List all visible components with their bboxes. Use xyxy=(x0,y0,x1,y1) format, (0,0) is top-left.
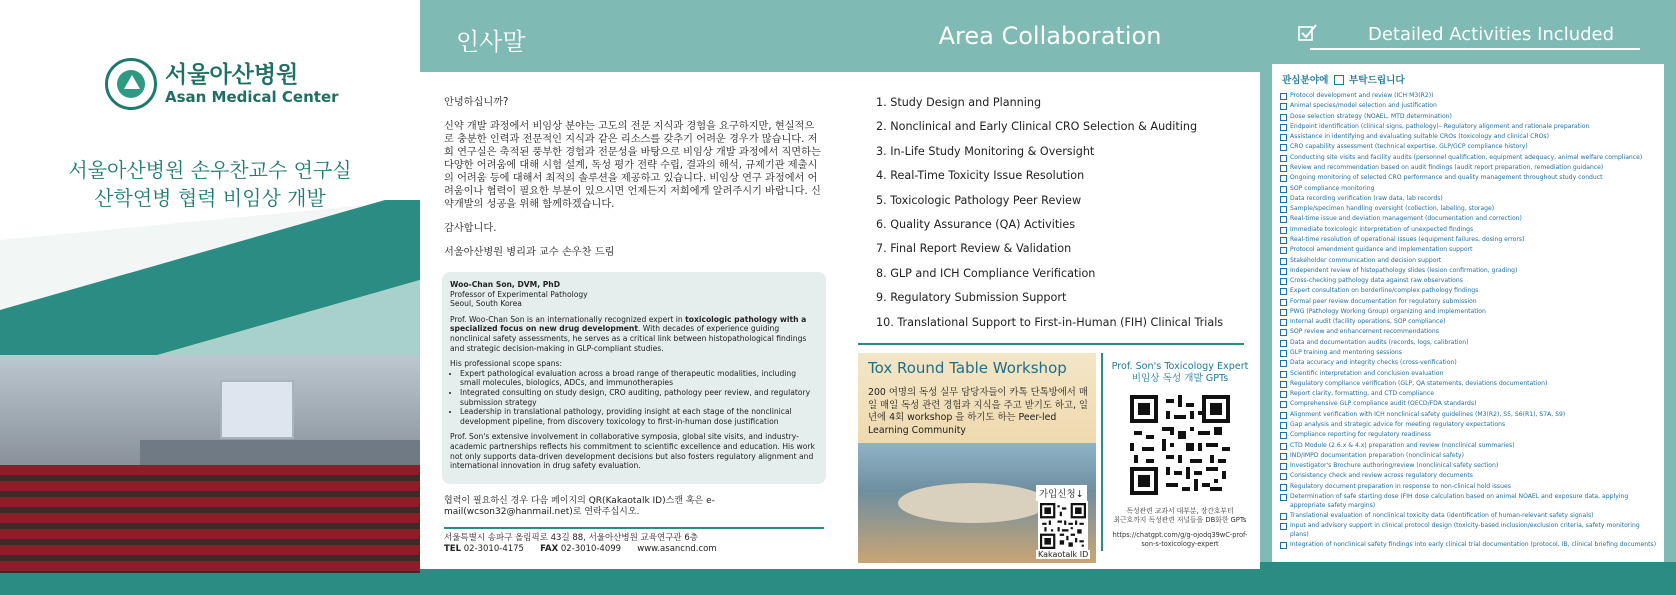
checkbox-icon[interactable] xyxy=(1280,124,1287,131)
website-link[interactable]: www.asancnd.com xyxy=(637,544,717,554)
collaboration-item: 2. Nonclinical and Early Clinical CRO Selection & Auditing xyxy=(876,120,1198,134)
activity-item[interactable] xyxy=(1278,113,1658,122)
activity-item[interactable] xyxy=(1278,380,1658,389)
activity-label: Real-time issue and deviation management (documentation and correction) xyxy=(1290,215,1522,223)
activity-item[interactable] xyxy=(1278,226,1658,235)
checkbox-icon[interactable] xyxy=(1280,278,1287,285)
activity-item[interactable] xyxy=(1278,277,1658,286)
checkbox-icon[interactable] xyxy=(1280,432,1287,439)
scope-item: • Expert pathological evaluation across a broad range of therapeutic modalities, including small molecules, biologics, ADCs, and immunotherapies xyxy=(460,369,818,388)
collaboration-header-title: Area Collaboration xyxy=(938,22,1162,50)
gpt-note-line1: 독성관련 교과서 대부분, 장간호부터 xyxy=(1126,507,1234,515)
activity-list xyxy=(1278,92,1658,550)
activity-item[interactable] xyxy=(1278,328,1658,337)
checkbox-icon[interactable] xyxy=(1280,340,1287,347)
activity-item[interactable] xyxy=(1278,298,1658,307)
collaboration-item: 6. Quality Assurance (QA) Activities xyxy=(876,217,1076,231)
checkbox-icon[interactable] xyxy=(1280,258,1287,265)
kakao-id-label: Kakaotalk ID xyxy=(1038,550,1089,559)
activity-item[interactable] xyxy=(1278,541,1658,550)
activity-label: Internal audit (facility operations, SOP compliance) xyxy=(1290,318,1446,326)
bottom-band xyxy=(840,569,1260,595)
profile-position: Professor of Experimental Pathology xyxy=(450,289,588,299)
activity-item[interactable] xyxy=(1278,154,1658,163)
logo-english: Asan Medical Center xyxy=(165,88,339,106)
gpt-url-link[interactable]: https://chatgpt.com/g/g-ojodq39wC-prof-son-s-toxicology-expert xyxy=(1112,531,1248,548)
activity-label: Assistance in identifying and evaluating suitable CROs (toxicology and clinical CROs) xyxy=(1290,133,1549,141)
checkbox-icon[interactable] xyxy=(1280,175,1287,182)
checkbox-check-icon xyxy=(1298,24,1318,42)
checkbox-icon[interactable] xyxy=(1280,329,1287,336)
activity-item[interactable] xyxy=(1278,359,1658,368)
activity-label: Data and documentation audits (records, logs, calibration) xyxy=(1290,338,1469,346)
activity-label: Regulatory document preparation in response to non-clinical hold issues xyxy=(1290,482,1511,490)
activity-label: Comprehensive GLP compliance audit (OECD/FDA standards) xyxy=(1290,400,1477,408)
greeting-salutation: 안녕하십니까? xyxy=(444,97,509,108)
activity-label: Endpoint identification (clinical signs, pathology)– Regulatory alignment and rationale preparation xyxy=(1290,122,1590,130)
activity-item[interactable] xyxy=(1278,267,1658,276)
workshop-box xyxy=(858,353,1096,563)
activity-label: Cross-checking pathology data against raw observations xyxy=(1290,277,1463,285)
checkbox-icon[interactable] xyxy=(1280,155,1287,162)
activity-item[interactable] xyxy=(1278,442,1658,451)
checkbox-icon[interactable] xyxy=(1280,206,1287,213)
activity-label: Compliance reporting for regulatory readiness xyxy=(1290,431,1431,439)
collaboration-item: 3. In-Life Study Monitoring & Oversight xyxy=(876,144,1095,158)
activities-header-title: Detailed Activities Included xyxy=(1368,24,1615,45)
greeting-header-title: 인사말 xyxy=(456,28,526,56)
gpt-title-line2: 비임상 독성 개발 GPTs xyxy=(1131,373,1229,384)
checkbox-icon[interactable] xyxy=(1280,350,1287,357)
meeting-table xyxy=(898,483,1048,523)
checkbox-icon[interactable] xyxy=(1280,542,1287,549)
hospital-logo xyxy=(105,58,339,110)
activity-label: Regulatory compliance verification (GLP, QA statements, deviations documentation) xyxy=(1290,379,1548,387)
cover-title-line2: 산학연병 협력 비임상 개발 xyxy=(94,186,326,210)
checkbox-icon[interactable] xyxy=(1280,453,1287,460)
checkbox-icon[interactable] xyxy=(1280,319,1287,326)
collaboration-header xyxy=(840,0,1260,72)
section-divider xyxy=(858,343,1244,345)
activity-item[interactable] xyxy=(1278,143,1658,152)
checkbox-icon[interactable] xyxy=(1280,103,1287,110)
activity-item[interactable] xyxy=(1278,493,1658,510)
workshop-description: 200 여명의 독성 실무 담당자들이 카톡 단톡방에서 매일 매일 독성 관련 경험과 지식을 주고 받기도 하고, 일년에 4회 workshop 을 하기도 하는 Peer-led Learning Community xyxy=(868,387,1088,436)
asan-emblem-icon xyxy=(105,58,157,110)
header-underline xyxy=(1310,48,1640,50)
profile-intro-bold: toxicologic pathology with a specialized focus on new drug development xyxy=(450,314,807,334)
join-label: 가입신청↓ xyxy=(1036,485,1087,501)
activity-label: Stakeholder communication and decision support xyxy=(1290,256,1442,264)
activity-label: IND/IMPD documentation preparation (nonclinical safety) xyxy=(1290,451,1465,459)
activity-label: CTD Module (2.6.x & 4.x) preparation and review (nonclinical summaries) xyxy=(1290,441,1515,449)
activity-item[interactable] xyxy=(1278,102,1658,111)
activity-label: Expert consultation on borderline/complex pathology findings xyxy=(1290,287,1479,295)
activity-item[interactable] xyxy=(1278,123,1658,132)
scope-item: • Leadership in translational pathology, providing insight at each stage of the nonclinical development pipeline, from discovery toxicology to first-in-human dose justification xyxy=(460,407,818,426)
activity-item[interactable] xyxy=(1278,133,1658,142)
activity-label: Animal species/model selection and justification xyxy=(1290,102,1437,110)
presentation-screen xyxy=(220,380,294,439)
activity-label: Immediate toxicologic interpretation of unexpected findings xyxy=(1290,225,1474,233)
activity-label: Investigator's Brochure authoring/review (nonclinical safety section) xyxy=(1290,462,1499,470)
fax-number: 02-3010-4099 xyxy=(560,544,622,554)
gpt-description xyxy=(1106,507,1254,525)
activity-label: PWG (Pathology Working Group) organizing and implementation xyxy=(1290,307,1486,315)
checkbox-icon[interactable] xyxy=(1280,144,1287,151)
activity-item[interactable] xyxy=(1278,483,1658,492)
activity-label: Conducting site visits and facility audits (personnel qualification, equipment adequacy, animal welfare compliance) xyxy=(1290,153,1643,161)
activity-item[interactable] xyxy=(1278,308,1658,317)
checkbox-icon[interactable] xyxy=(1280,401,1287,408)
collaboration-item: 9. Regulatory Submission Support xyxy=(876,291,1067,305)
collaboration-item: 10. Translational Support to First-in-Human (FIH) Clinical Trials xyxy=(876,315,1224,329)
collaboration-panel xyxy=(840,0,1260,595)
activity-item[interactable] xyxy=(1278,195,1658,204)
checkbox-icon[interactable] xyxy=(1280,165,1287,172)
checkbox-icon[interactable] xyxy=(1280,288,1287,295)
activity-item[interactable] xyxy=(1278,349,1658,358)
checkbox-icon[interactable] xyxy=(1280,513,1287,520)
activity-item[interactable] xyxy=(1278,164,1658,173)
phone-fax-line xyxy=(444,544,824,555)
profile-location: Seoul, South Korea xyxy=(450,299,522,309)
cover-title-line1: 서울아산병원 손우찬교수 연구실 xyxy=(68,158,352,182)
profile-scope-heading: His professional scope spans: xyxy=(450,359,563,369)
box-title-post: 부탁드립니다 xyxy=(1349,75,1405,86)
activity-item[interactable] xyxy=(1278,215,1658,224)
activity-label: Data accuracy and integrity checks (cross-verification) xyxy=(1290,359,1457,367)
collaboration-item: 7. Final Report Review & Validation xyxy=(876,242,1072,256)
checkbox-icon[interactable] xyxy=(1280,360,1287,367)
fax-label: FAX xyxy=(540,544,559,554)
bottom-band xyxy=(420,569,840,595)
activity-item[interactable] xyxy=(1278,257,1658,266)
checkbox-icon[interactable] xyxy=(1280,391,1287,398)
gpt-title-line1: Prof. Son's Toxicology Expert xyxy=(1111,361,1249,372)
activity-label: Review and recommendation based on audit findings (audit report preparation, remediation guidance) xyxy=(1290,163,1604,171)
checkbox-icon[interactable] xyxy=(1280,484,1287,491)
activity-label: CRO capability assessment (technical expertise, GLP/GCP compliance history) xyxy=(1290,143,1528,151)
scope-item: • Integrated consulting on study design, CRO auditing, pathology peer review, and regulatory submission strategy xyxy=(460,388,818,407)
activity-item[interactable] xyxy=(1278,512,1658,521)
cover-panel xyxy=(0,0,420,595)
tel-label: TEL xyxy=(444,544,462,554)
profile-scope-list xyxy=(450,369,818,427)
activity-item[interactable] xyxy=(1278,236,1658,245)
activity-label: Sample/specimen handling oversight (collection, labeling, storage) xyxy=(1290,205,1495,213)
checkbox-icon[interactable] xyxy=(1280,309,1287,316)
activity-label: Gap analysis and strategic advice for meeting regulatory expectations xyxy=(1290,421,1506,428)
activity-item[interactable] xyxy=(1278,452,1658,461)
greeting-text xyxy=(444,96,824,270)
activity-item[interactable] xyxy=(1278,462,1658,471)
checkbox-icon[interactable] xyxy=(1280,186,1287,193)
activity-item[interactable] xyxy=(1278,205,1658,214)
tel-number: 02-3010-4175 xyxy=(463,544,524,554)
activity-label: Protocol development and review (ICH M3(R2)) xyxy=(1290,92,1434,99)
greeting-panel xyxy=(420,0,840,595)
activity-item[interactable] xyxy=(1278,522,1658,539)
activity-item[interactable] xyxy=(1278,287,1658,296)
collaboration-item: 1. Study Design and Planning xyxy=(876,96,1042,109)
checkbox-icon[interactable] xyxy=(1280,268,1287,275)
checkbox-icon[interactable] xyxy=(1280,422,1287,429)
checkbox-icon[interactable] xyxy=(1280,93,1287,100)
checkbox-icon[interactable] xyxy=(1280,196,1287,203)
profile-intro-post: . With decades of experience guiding nonclinical safety assessments, he serves as a critical link between histopathological findings and strategic decision-making in GLP-compliant studies. xyxy=(450,324,807,353)
activity-label: Ongoing monitoring of selected CRO performance and quality management throughout study conduct xyxy=(1290,174,1603,182)
activity-label: Protocol amendment guidance and implementation support xyxy=(1290,246,1473,254)
activity-label: Scientific interpretation and conclusion evaluation xyxy=(1290,369,1444,377)
workshop-title: Tox Round Table Workshop xyxy=(868,359,1067,377)
activity-label: Consistency check and review across regulatory documents xyxy=(1290,472,1473,480)
activity-label: Real-time resolution of operational issues (equipment failures, dosing errors) xyxy=(1290,235,1525,243)
profile-intro-pre: Prof. Woo-Chan Son is an internationally recognized expert in xyxy=(450,314,686,324)
gpt-title xyxy=(1106,361,1254,385)
activities-box-title xyxy=(1282,72,1658,86)
activity-item[interactable] xyxy=(1278,431,1658,440)
greeting-thanks: 감사합니다. xyxy=(444,223,497,234)
checkbox-icon[interactable] xyxy=(1280,237,1287,244)
checkbox-icon[interactable] xyxy=(1280,412,1287,419)
checkbox-icon[interactable] xyxy=(1280,494,1287,501)
activity-label: Formal peer review documentation for regulatory submission xyxy=(1290,297,1477,305)
activity-label: Data recording verification (raw data, lab records) xyxy=(1290,194,1443,202)
checkbox-icon[interactable] xyxy=(1280,473,1287,480)
checkbox-icon[interactable] xyxy=(1280,114,1287,121)
checkbox-icon xyxy=(1334,75,1344,85)
checkbox-icon[interactable] xyxy=(1280,227,1287,234)
activity-label: SOP review and enhancement recommendations xyxy=(1290,328,1439,336)
gpt-note-line2: 최근호까지 독성관련 저널들을 DB화한 GPTs xyxy=(1113,516,1247,524)
checkbox-icon[interactable] xyxy=(1280,247,1287,254)
lecture-hall-photo xyxy=(0,355,420,595)
activity-item[interactable] xyxy=(1278,370,1658,379)
profile-name: Woo-Chan Son, DVM, PhD xyxy=(450,280,561,289)
activity-label: Independent review of histopathology slides (lesion confirmation, grading) xyxy=(1290,266,1518,274)
checkbox-icon[interactable] xyxy=(1280,381,1287,388)
activity-label: GLP training and mentoring sessions xyxy=(1290,349,1402,357)
activity-item[interactable] xyxy=(1278,411,1658,420)
kakao-qr-code-icon[interactable] xyxy=(1038,501,1088,551)
activity-item[interactable] xyxy=(1278,185,1658,194)
activity-item[interactable] xyxy=(1278,318,1658,327)
vertical-divider xyxy=(1101,353,1103,551)
gpt-qr-code-icon[interactable] xyxy=(1130,395,1230,495)
activity-item[interactable] xyxy=(1278,472,1658,481)
activity-label: SOP compliance monitoring xyxy=(1290,184,1375,192)
activity-item[interactable] xyxy=(1278,421,1658,430)
checkbox-icon[interactable] xyxy=(1280,371,1287,378)
checkbox-icon[interactable] xyxy=(1280,216,1287,223)
activity-item[interactable] xyxy=(1278,174,1658,183)
collaboration-item: 5. Toxicologic Pathology Peer Review xyxy=(876,193,1082,207)
activities-box xyxy=(1272,64,1664,562)
activity-label: Alignment verification with ICH nonclinical safety guidelines (M3(R2), S5, S6(R1), S7A, S9) xyxy=(1290,410,1566,418)
greeting-signature: 서울아산병원 병리과 교수 손우찬 드림 xyxy=(444,247,615,258)
profile-intro xyxy=(450,315,818,353)
logo-korean: 서울아산병원 xyxy=(165,62,299,88)
address-block xyxy=(444,527,824,555)
contact-note: 협력이 필요하신 경우 다음 페이지의 QR(Kakaotalk ID)스캔 혹은 e-mail(wcson32@hanmail.net)로 연락주십시오. xyxy=(444,496,715,517)
checkbox-icon[interactable] xyxy=(1280,523,1287,530)
greeting-header xyxy=(420,0,840,72)
bottom-band xyxy=(0,573,420,595)
collaboration-item: 8. GLP and ICH Compliance Verification xyxy=(876,266,1096,280)
activity-label: Determination of safe starting dose (FIH dose calculation based on animal NOAEL and exposure data, applying appropriate safety margins) xyxy=(1290,492,1629,509)
collaboration-list xyxy=(876,96,1223,340)
greeting-body: 신약 개발 과정에서 비임상 분야는 고도의 전문 지식과 경험을 요구하지만, 현실적으로 충분한 인력과 전문적인 지식과 같은 리소스를 갖추기 어려운 경우가 많습니다. 저희 연구실은 축적된 풍부한 경험과 전문성을 바탕으로 비임상 개발 과정에서 직면하는 다양한 어려움에 대해 시험 설계, 독성 평가 전략 수립, 결과의 해석, 규제기관 제출시의 어려움 등에 대해서 최적의 솔루션을 제공하고 있습니다. 비임상 연구 과정에서 어려움이나 협력이 필요한 부분이 있으시면 언제든지 저희에게 알려주시기 바랍니다. 신약개발의 성공을 위해 함께하겠습니다. xyxy=(444,121,821,210)
activity-label: Input and advisory support in clinical protocol design (toxicity-based inclusion/exclusion criteria, safety monitoring plans) xyxy=(1290,522,1640,538)
activity-item[interactable] xyxy=(1278,400,1658,409)
profile-closing: Prof. Son's extensive involvement in collaborative symposia, global site visits, and industry-academic partnerships reflects his commitment to scientific excellence and education. His work not only supports data-driven development decisions but also fosters regulatory alignment and international innovation in drug safety evaluation. xyxy=(450,432,815,471)
collaboration-item: 4. Real-Time Toxicity Issue Resolution xyxy=(876,169,1085,183)
activities-panel xyxy=(1260,0,1676,595)
checkbox-icon[interactable] xyxy=(1280,463,1287,470)
box-title-pre: 관심분야에 xyxy=(1282,75,1329,86)
activity-item[interactable] xyxy=(1278,339,1658,348)
bottom-band xyxy=(1260,562,1676,595)
checkbox-icon[interactable] xyxy=(1280,134,1287,141)
checkbox-icon[interactable] xyxy=(1280,299,1287,306)
activity-label: Integration of nonclinical safety findings into early clinical trial documentation (protocol, IB, clinical briefing documents) xyxy=(1290,541,1657,548)
activity-item[interactable] xyxy=(1278,390,1658,399)
address: 서울특별시 송파구 올림픽로 43길 88, 서울아산병원 교육연구관 6층 xyxy=(444,533,698,543)
activity-item[interactable] xyxy=(1278,246,1658,255)
profile-card xyxy=(442,272,826,484)
activity-label: Dose selection strategy (NOAEL, MTD determination) xyxy=(1290,112,1452,120)
activity-label: Report clarity, formatting, and CTD compliance xyxy=(1290,390,1434,398)
activity-label: Translational evaluation of nonclinical toxicity data (identification of human-relevant safety signals) xyxy=(1290,511,1594,519)
activity-item[interactable] xyxy=(1278,92,1658,101)
checkbox-icon[interactable] xyxy=(1280,443,1287,450)
